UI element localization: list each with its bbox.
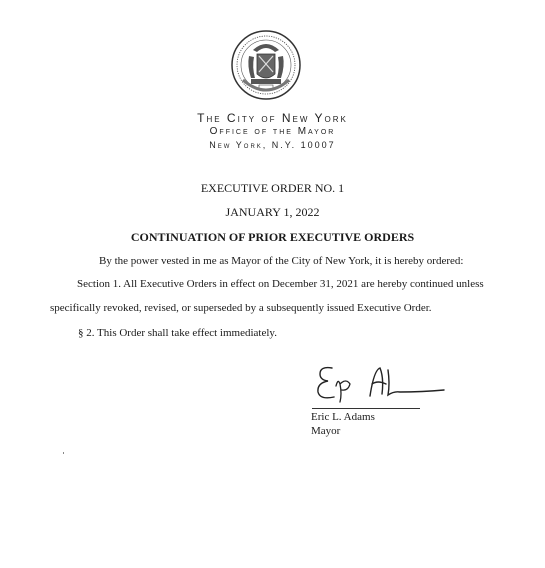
scan-speck <box>63 452 64 454</box>
letterhead-office: Office of the Mayor <box>209 126 336 137</box>
nyc-seal-icon <box>231 30 301 100</box>
signer-title: Mayor <box>311 425 341 437</box>
section-1-line-2: specifically revoked, revised, or superseded by a subsequently issued Executive Order. <box>50 302 432 314</box>
section-2: § 2. This Order shall take effect immediately. <box>78 327 277 339</box>
handwritten-signature-icon <box>312 364 450 408</box>
letterhead-address: New York, N.Y. 10007 <box>209 140 336 150</box>
signer-name: Eric L. Adams <box>311 411 375 423</box>
signature-line <box>312 408 420 409</box>
order-date: JANUARY 1, 2022 <box>225 205 320 219</box>
order-number: EXECUTIVE ORDER NO. 1 <box>200 181 345 195</box>
order-intro: By the power vested in me as Mayor of the City of New York, it is hereby ordered: <box>99 255 464 267</box>
section-1-line-1: Section 1. All Executive Orders in effect on December 31, 2021 are hereby continued unless <box>77 278 484 290</box>
letterhead-city: The City of New York <box>197 111 348 125</box>
order-heading: CONTINUATION OF PRIOR EXECUTIVE ORDERS <box>130 230 415 244</box>
